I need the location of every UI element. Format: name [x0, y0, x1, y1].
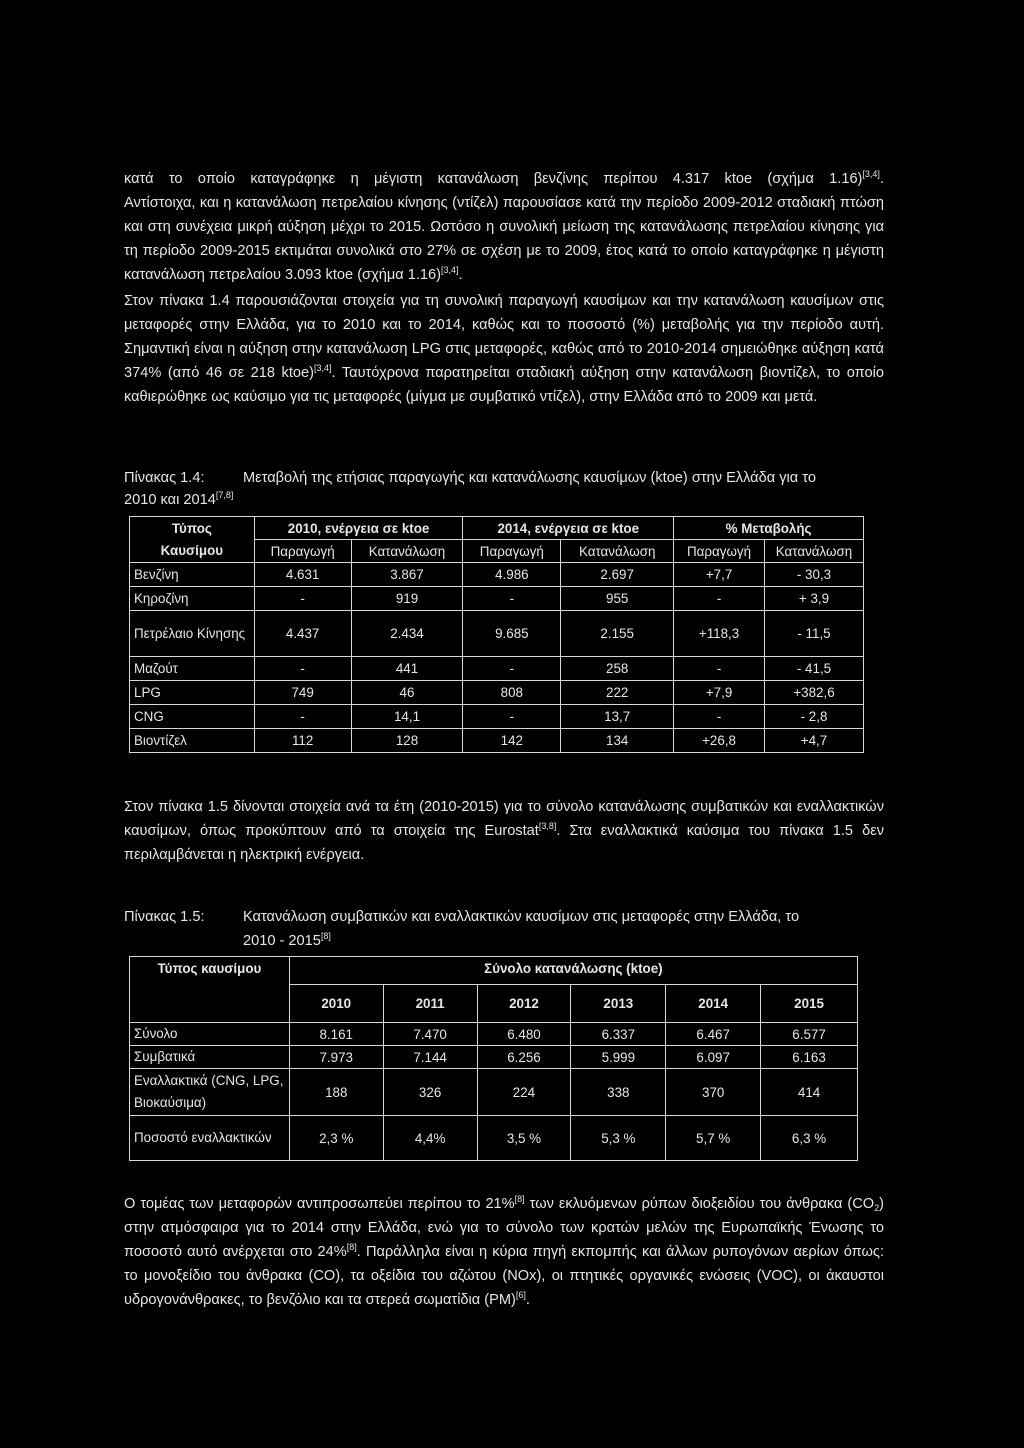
- table-cell: 2,3 %: [289, 1116, 383, 1161]
- table-cell: 6,3 %: [761, 1116, 858, 1161]
- table-row: [130, 563, 864, 587]
- table-cell: 258: [561, 657, 674, 681]
- subheader-production: Παραγωγή: [254, 540, 351, 563]
- subheader-consumption: Κατανάλωση: [351, 540, 463, 563]
- subheader-consumption: Κατανάλωση: [765, 540, 864, 563]
- row-label: Βιοντίζελ: [130, 729, 255, 753]
- table-cell: 5,7 %: [666, 1116, 761, 1161]
- header-change: % Μεταβολής: [674, 517, 864, 540]
- row-label: Σύνολο: [130, 1023, 290, 1046]
- table-cell: 5.999: [571, 1046, 666, 1069]
- table-cell: -: [254, 587, 351, 611]
- table-cell: 7.144: [383, 1046, 477, 1069]
- table-cell: +4,7: [765, 729, 864, 753]
- paragraph-emissions: Ο τομέας των μεταφορών αντιπροσωπεύει περίπου το 21%[8] των εκλυόμενων ρύπων διοξειδίου του άνθρακα $(CO_2)$ στην ατμόσφαιρα για το 2014 στην Ελλάδα, ενώ για το σύνολο των κρατών μελών της Ευρωπαϊκής Ένωσης το ποσοστό αυτό ανέρχεται στο 24%[8]. Παράλληλα είναι η κύρια πηγή εκπομπής και άλλων ρυπογόνων αερίων όπως: το μονοξείδιο του άνθρακα (CO), τα οξείδια του αζώτου (NOx), οι πτητικές οργανικές ενώσεις (VOC), οι άκαυστοι υδρογονάνθρακες, το βενζόλιο και τα στερεά σωματίδια (PM)[6].: [124, 1194, 885, 1308]
- row-label: Ποσοστό εναλλακτικών: [130, 1116, 290, 1161]
- citation-ref: [8]: [320, 931, 331, 941]
- table-cell: 4.986: [463, 563, 561, 587]
- table-cell: 112: [254, 729, 351, 753]
- citation-ref: [6]: [515, 1290, 526, 1300]
- table-cell: 188: [289, 1069, 383, 1116]
- table-cell: 134: [561, 729, 674, 753]
- citation-ref: [3,4]: [441, 265, 459, 275]
- row-label: Πετρέλαιο Κίνησης: [130, 611, 255, 657]
- header-year: 2010: [289, 985, 383, 1023]
- table-row: [130, 611, 864, 657]
- table-cell: 7.470: [383, 1023, 477, 1046]
- table-cell: 5,3 %: [571, 1116, 666, 1161]
- subheader-production: Παραγωγή: [674, 540, 765, 563]
- row-label: Βενζίνη: [130, 563, 255, 587]
- table-cell: 13,7: [561, 705, 674, 729]
- table-cell: 414: [761, 1069, 858, 1116]
- citation-ref: [3,4]: [313, 363, 332, 373]
- subheader-consumption: Κατανάλωση: [561, 540, 674, 563]
- table-cell: 6.577: [761, 1023, 858, 1046]
- row-label: Κηροζίνη: [130, 587, 255, 611]
- table-row: [130, 1069, 858, 1116]
- table-cell: -: [674, 705, 765, 729]
- table-row: [130, 657, 864, 681]
- table-cell: 370: [666, 1069, 761, 1116]
- table-cell: - 2,8: [765, 705, 864, 729]
- table-cell: -: [254, 657, 351, 681]
- table-cell: +26,8: [674, 729, 765, 753]
- caption-label: Πίνακας 1.5:: [124, 909, 205, 925]
- table-cell: 3.867: [351, 563, 463, 587]
- table-cell: 4.437: [254, 611, 351, 657]
- paragraph-table15-intro: Στον πίνακα 1.5 δίνονται στοιχεία ανά τα έτη (2010-2015) για το σύνολο κατανάλωσης συμβατικών και εναλλακτικών καυσίμων, όπως προκύπτουν από τα στοιχεία της Eurostat[3,8]. Στα εναλλακτικά καύσιμα του πίνακα 1.5 δεν περιλαμβάνεται η ηλεκτρική ενέργεια.: [124, 799, 884, 863]
- paragraph-intro-line: κατά το οποίο καταγράφηκε η μέγιστη κατανάλωση βενζίνης περίπου 4.317 ktoe (σχήμα 1.16)[3,4].: [124, 169, 884, 187]
- table-cell: 6.256: [477, 1046, 571, 1069]
- table-cell: 4,4%: [383, 1116, 477, 1161]
- caption-text-line2: 2010 - 2015[8]: [243, 931, 331, 949]
- citation-ref: [3,4]: [862, 169, 880, 179]
- table-cell: 6.480: [477, 1023, 571, 1046]
- table-cell: 8.161: [289, 1023, 383, 1046]
- table-row: [130, 1023, 858, 1046]
- header-total-consumption: Σύνολο κατανάλωσης (ktoe): [289, 957, 857, 985]
- header-year: 2012: [477, 985, 571, 1023]
- table-cell: 955: [561, 587, 674, 611]
- citation-ref: [7,8]: [215, 490, 234, 500]
- row-label: Εναλλακτικά (CNG, LPG, Βιοκαύσιμα): [130, 1069, 290, 1116]
- table-cell: 919: [351, 587, 463, 611]
- row-label: LPG: [130, 681, 255, 705]
- caption-text-line2: 2010 και 2014[7,8]: [124, 490, 234, 508]
- header-fuel-type: Τύπος καυσίμου: [130, 957, 290, 1023]
- header-2014: 2014, ενέργεια σε ktoe: [463, 517, 674, 540]
- fuel-consumption-by-year-table: [129, 956, 858, 1161]
- header-year: 2011: [383, 985, 477, 1023]
- subheader-production: Παραγωγή: [463, 540, 561, 563]
- table-cell: 808: [463, 681, 561, 705]
- table-cell: +118,3: [674, 611, 765, 657]
- table-cell: 6.337: [571, 1023, 666, 1046]
- header-year: 2013: [571, 985, 666, 1023]
- table-cell: + 3,9: [765, 587, 864, 611]
- fuel-production-consumption-table: [129, 516, 864, 753]
- table-cell: 128: [351, 729, 463, 753]
- header-year: 2015: [761, 985, 858, 1023]
- table-cell: 222: [561, 681, 674, 705]
- table-cell: +382,6: [765, 681, 864, 705]
- citation-ref: [8]: [514, 1194, 525, 1204]
- table-cell: 6.467: [666, 1023, 761, 1046]
- header-year: 2014: [666, 985, 761, 1023]
- table-cell: - 30,3: [765, 563, 864, 587]
- citation-ref: [8]: [346, 1242, 357, 1252]
- table-cell: +7,7: [674, 563, 765, 587]
- table-cell: 6.163: [761, 1046, 858, 1069]
- header-2010: 2010, ενέργεια σε ktoe: [254, 517, 463, 540]
- table-cell: 4.631: [254, 563, 351, 587]
- table-caption-1-4: [124, 466, 884, 514]
- paragraph-table14-intro: Στον πίνακα 1.4 παρουσιάζονται στοιχεία για τη συνολική παραγωγή καυσίμων και την κατανάλωση καυσίμων στις μεταφορές στην Ελλάδα, για το 2010 και το 2014, καθώς και το ποσοστό (%) μεταβολής για την περίοδο αυτή. Σημαντική είναι η αύξηση στην κατανάλωση LPG στις μεταφορές, καθώς από το 2010-2014 σημειώθηκε αύξηση κατά 374% (από 46 σε 218 ktoe)[3,4]. Ταυτόχρονα παρατηρείται σταδιακή αύξηση στην κατανάλωση βιοντίζελ, το οποίο καθιερώθηκε ως καύσιμο για τις μεταφορές (μίγμα με συμβατικό ντίζελ), στην Ελλάδα από το 2009 και μετά.: [124, 293, 885, 405]
- table-cell: -: [674, 587, 765, 611]
- table-cell: -: [463, 705, 561, 729]
- row-label: CNG: [130, 705, 255, 729]
- citation-ref: [3,8]: [538, 821, 557, 831]
- table-cell: 2.155: [561, 611, 674, 657]
- table-row: [130, 587, 864, 611]
- caption-label: Πίνακας 1.4:: [124, 470, 205, 486]
- row-label: Μαζούτ: [130, 657, 255, 681]
- table-cell: 441: [351, 657, 463, 681]
- table-cell: 224: [477, 1069, 571, 1116]
- table-row: [130, 729, 864, 753]
- table-cell: 9.685: [463, 611, 561, 657]
- table-cell: 46: [351, 681, 463, 705]
- table-row: [130, 1116, 858, 1161]
- table-row: [130, 705, 864, 729]
- table-cell: -: [463, 587, 561, 611]
- table-row: [130, 1046, 858, 1069]
- caption-text: Κατανάλωση συμβατικών και εναλλακτικών καυσίμων στις μεταφορές στην Ελλάδα, το: [243, 909, 800, 925]
- header-fuel-type: Τύπος Καυσίμου: [130, 517, 255, 563]
- table-cell: 142: [463, 729, 561, 753]
- table-cell: - 41,5: [765, 657, 864, 681]
- table-cell: 3,5 %: [477, 1116, 571, 1161]
- table-cell: -: [463, 657, 561, 681]
- table-cell: 2.697: [561, 563, 674, 587]
- table-cell: +7,9: [674, 681, 765, 705]
- subscript: 2: [874, 1203, 880, 1213]
- table-cell: 749: [254, 681, 351, 705]
- table-cell: 2.434: [351, 611, 463, 657]
- row-label: Συμβατικά: [130, 1046, 290, 1069]
- table-cell: - 11,5: [765, 611, 864, 657]
- table-cell: -: [674, 657, 765, 681]
- table-cell: 6.097: [666, 1046, 761, 1069]
- table-cell: 7.973: [289, 1046, 383, 1069]
- table-cell: 338: [571, 1069, 666, 1116]
- table-cell: -: [254, 705, 351, 729]
- table-cell: 14,1: [351, 705, 463, 729]
- caption-text: Μεταβολή της ετήσιας παραγωγής και κατανάλωσης καυσίμων (ktoe) στην Ελλάδα για το: [243, 470, 816, 486]
- table-cell: 326: [383, 1069, 477, 1116]
- table-caption-1-5: [124, 905, 884, 953]
- table-row: [130, 681, 864, 705]
- paragraph-diesel: Αντίστοιχα, και η κατανάλωση πετρελαίου κίνησης (ντίζελ) παρουσίασε κατά την περίοδο 2009-2012 σταδιακή πτώση και στη συνέχεια μικρή αύξηση μέχρι το 2015. Ωστόσο η συνολική μείωση της κατανάλωσης πετρελαίου κίνησης για τη περίοδο 2009-2015 εκτιμάται συνολικά στο 27% σε σχέση με το 2009, έτος κατά το οποίο καταγράφηκε η μέγιστη κατανάλωση πετρελαίου 3.093 ktoe (σχήμα 1.16)[3,4].: [124, 195, 884, 283]
